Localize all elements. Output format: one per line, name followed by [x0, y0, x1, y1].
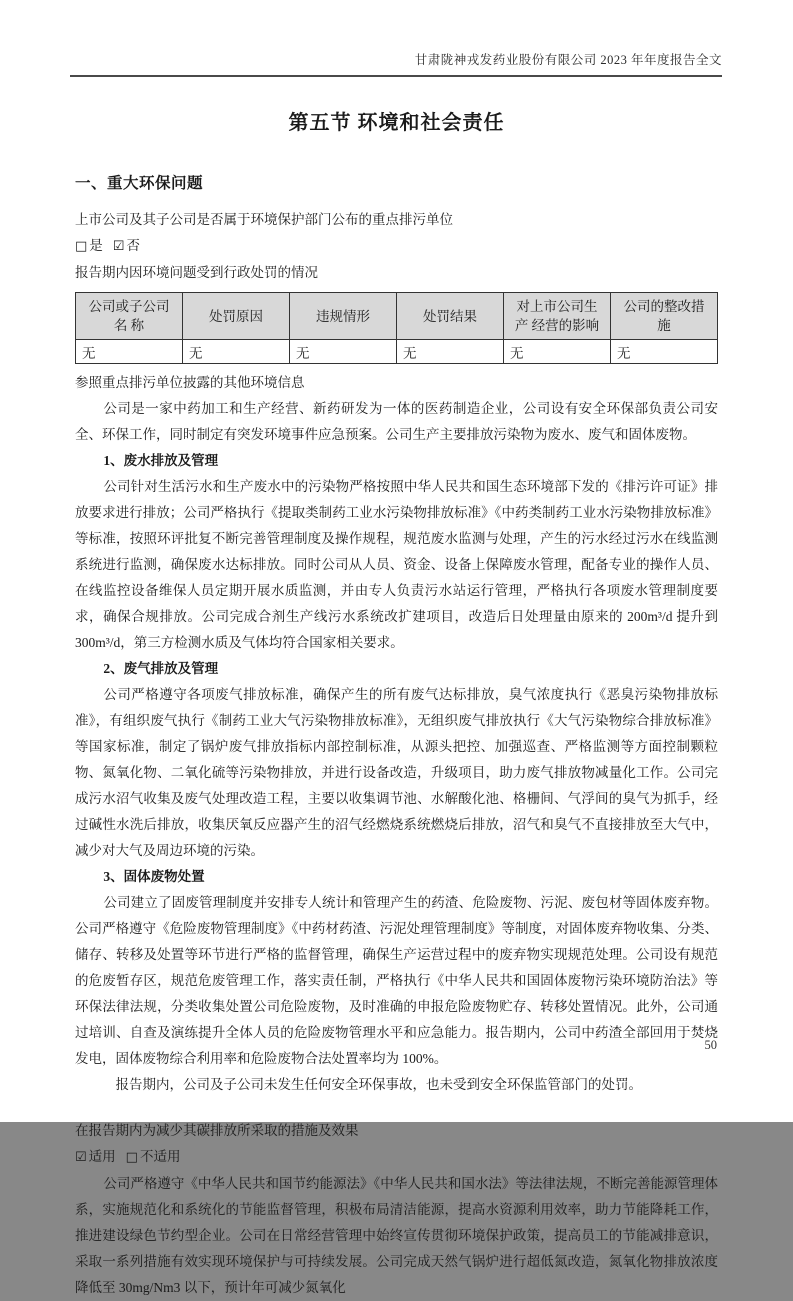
checkbox-checked-icon: ☑ — [112, 239, 125, 254]
option-yes-label: 是 — [89, 238, 103, 253]
cell-penalty-reason: 无 — [183, 340, 290, 364]
page-content — [75, 106, 718, 1301]
wastewater-paragraph: 公司针对生活污水和生产废水中的污染物严格按照中华人民共和国生态环境部下发的《排污许可证》排放要求进行排放；公司严格执行《提取类制药工业水污染物排放标准》《中药类制药工业水污染物排放标准》等标准，按照环评批复不断完善管理制度及操作规程，规范废水监测与处理，产生的污水经过污水在线监测系统进行监测，确保废水达标排放。同时公司从人员、资金、设备上保障废水管理，配备专业的操作人员、在线监控设备维保人员定期开展水质监测，并由专人负责污水站运行管理，严格执行各项废水管理制度要求，确保合规排放。公司完成合剂生产线污水系统改扩建项目，改造后日处理量由原来的 200m³/d 提升到 300m³/d，第三方检测水质及气体均符合国家相关要求。 — [75, 479, 718, 650]
no-accident-paragraph: 报告期内，公司及子公司未发生任何安全环保事故，也未受到安全环保监管部门的处罚。 — [115, 1077, 642, 1092]
col-rectification: 公司的整改措施 — [611, 293, 718, 340]
col-impact: 对上市公司生产 经营的影响 — [504, 293, 611, 340]
option-no — [113, 238, 140, 253]
question-key-pollutant-unit: 上市公司及其子公司是否属于环境保护部门公布的重点排污单位 — [75, 212, 453, 227]
other-env-info-line: 参照重点排污单位披露的其他环境信息 — [75, 375, 305, 390]
solid-waste-paragraph: 公司建立了固废管理制度并安排专人统计和管理产生的药渣、危险废物、污泥、废包材等固体废弃物。公司严格遵守《危险废物管理制度》《中药材药渣、污泥处理管理制度》等制度，对固体废弃物收集、分类、储存、转移及处置等环节进行严格的监督管理，确保生产运营过程中的废弃物实现规范处理。公司设有规范的危废暂存区，规范危废管理工作，落实责任制，严格执行《中华人民共和国固体废物污染环境防治法》等环保法律法规，分类收集处置公司危险废物，及时准确的申报危险废物贮存、转移处置情况。此外，公司通过培训、自查及演练提升全体人员的危险废物管理水平和应急能力。报告期内，公司中药渣全部回用于焚烧发电，固体废物综合利用率和危险废物合法处置率均为 100%。 — [75, 895, 718, 1066]
penalty-table — [75, 292, 718, 364]
cell-penalty-result: 无 — [397, 340, 504, 364]
checkbox-unchecked-icon: □ — [75, 239, 88, 254]
col-violation: 违规情形 — [290, 293, 397, 340]
subheading-solid-waste: 3、固体废物处置 — [103, 869, 205, 884]
penalty-intro-line: 报告期内因环境问题受到行政处罚的情况 — [75, 265, 318, 280]
col-company-name: 公司或子公司名 称 — [76, 293, 183, 340]
option-not-applicable — [126, 1149, 181, 1164]
chapter-title: 第五节 环境和社会责任 — [288, 112, 505, 134]
section-heading-major-env-issues: 一、重大环保问题 — [75, 175, 204, 192]
option-no-label: 否 — [126, 238, 140, 253]
overview-paragraph: 公司是一家中药加工和生产经营、新药研发为一体的医药制造企业，公司设有安全环保部负责公司安全、环保工作，同时制定有突发环境事件应急预案。公司生产主要排放污染物为废水、废气和固体废物。 — [75, 401, 718, 442]
cell-impact: 无 — [504, 340, 611, 364]
carbon-paragraph: 公司严格遵守《中华人民共和国节约能源法》《中华人民共和国水法》等法律法规，不断完善能源管理体系，实施规范化和系统化的节能监督管理，积极布局清洁能源，提高水资源利用效率，助力节能降耗工作，推进建设绿色节约型企业。公司在日常经营管理中始终宣传贯彻环境保护政策，提高员工的节能减排意识，采取一系列措施有效实现环境保护与可持续发展。公司完成天然气锅炉进行超低氮改造，氮氧化物排放浓度降低至 30mg/Nm3 以下，预计年可减少氮氧化 — [75, 1176, 718, 1295]
penalty-table-header-row — [76, 293, 718, 340]
cell-rectification: 无 — [611, 340, 718, 364]
pollutant-unit-answer — [75, 233, 718, 260]
col-penalty-result: 处罚结果 — [397, 293, 504, 340]
option-applicable — [75, 1149, 116, 1164]
option-not-applicable-label: 不适用 — [139, 1149, 181, 1164]
exhaust-gas-paragraph: 公司严格遵守各项废气排放标准，确保产生的所有废气达标排放，臭气浓度执行《恶臭污染物排放标准》，有组织废气执行《制药工业大气污染物排放标准》，无组织废气排放执行《大气污染物综合排放标准》等国家标准，制定了锅炉废气排放指标内部控制标准，从源头把控、加强巡查、严格监测等方面控制颗粒物、氮氧化物、二氧化硫等污染物排放，并进行设备改造，升级项目，助力废气排放物减量化工作。公司完成污水沼气收集及废气处理改造工程，主要以收集调节池、水解酸化池、格栅间、气浮间的臭气为抓手，经过碱性水洗后排放，收集厌氧反应器产生的沼气经燃烧系统燃烧后排放，沼气和臭气不直接排放至大气中，减少对大气及周边环境的污染。 — [75, 687, 718, 858]
option-applicable-label: 适用 — [88, 1149, 116, 1164]
option-yes — [75, 238, 103, 253]
cell-violation: 无 — [290, 340, 397, 364]
checkbox-checked-icon: ☑ — [75, 1150, 87, 1165]
col-penalty-reason: 处罚原因 — [183, 293, 290, 340]
page-header-running-title: 甘肃陇神戎发药业股份有限公司 2023 年年度报告全文 — [70, 50, 722, 77]
question-carbon-measures: 在报告期内为减少其碳排放所采取的措施及效果 — [75, 1123, 359, 1138]
cell-company-name: 无 — [76, 340, 183, 364]
page-number: 50 — [704, 1038, 717, 1052]
subheading-exhaust-gas: 2、废气排放及管理 — [103, 661, 219, 676]
carbon-answer — [75, 1144, 718, 1171]
penalty-table-data-row — [76, 340, 718, 364]
subheading-wastewater: 1、废水排放及管理 — [103, 453, 219, 468]
checkbox-unchecked-icon: □ — [125, 1150, 138, 1165]
